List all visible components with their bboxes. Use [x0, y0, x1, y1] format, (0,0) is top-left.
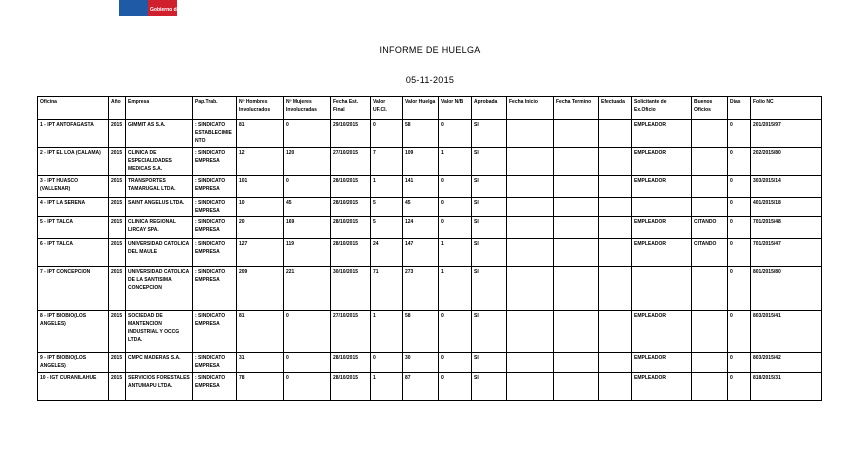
- table-cell: EMPLEADOR: [632, 176, 692, 198]
- table-row: [38, 239, 822, 267]
- table-cell: 30/10/2015: [331, 267, 371, 311]
- table-cell: 2015: [109, 353, 126, 373]
- table-cell: 803/2015/42: [751, 353, 822, 373]
- table-cell: 29/10/2015: [331, 120, 371, 148]
- table-cell: 27/10/2015: [331, 311, 371, 353]
- table-row: [38, 198, 822, 217]
- table-cell: EMPLEADOR: [632, 311, 692, 353]
- table-cell: 81: [237, 311, 284, 353]
- table-cell: 7 - IPT CONCEPCION: [38, 267, 109, 311]
- column-header: Valor UF.CI.: [371, 97, 403, 120]
- table-cell: [507, 217, 554, 239]
- column-header: Fecha Termino: [554, 97, 599, 120]
- table-cell: [554, 120, 599, 148]
- table-row: [38, 267, 822, 311]
- table-cell: [632, 198, 692, 217]
- table-row: [38, 176, 822, 198]
- table-cell: [692, 198, 728, 217]
- table-cell: 0: [284, 373, 331, 401]
- table-cell: [599, 176, 632, 198]
- table-cell: EMPLEADOR: [632, 120, 692, 148]
- table-cell: 58: [403, 120, 439, 148]
- table-cell: 0: [728, 120, 751, 148]
- table-cell: 0: [371, 353, 403, 373]
- table-cell: 28/10/2015: [331, 198, 371, 217]
- table-cell: 0: [439, 217, 472, 239]
- table-cell: [507, 198, 554, 217]
- logo-blue-block: [119, 0, 148, 16]
- table-cell: 1: [439, 148, 472, 176]
- table-cell: 1 - IPT ANTOFAGASTA: [38, 120, 109, 148]
- table-cell: 8 - IPT BIOBIO(LOS ANGELES): [38, 311, 109, 353]
- table-row: [38, 148, 822, 176]
- table-cell: SI: [472, 217, 507, 239]
- table-cell: [692, 353, 728, 373]
- table-cell: 401/2015/18: [751, 198, 822, 217]
- table-cell: [599, 198, 632, 217]
- table-cell: 0: [728, 373, 751, 401]
- table-cell: [554, 267, 599, 311]
- table-cell: SOCIEDAD DE MANTENCION INDUSTRIAL Y OCCG LTDA.: [126, 311, 193, 353]
- table-cell: 7: [371, 148, 403, 176]
- report-date: 05-11-2015: [405, 75, 455, 85]
- table-cell: 10: [237, 198, 284, 217]
- table-cell: 0: [728, 239, 751, 267]
- table-cell: SI: [472, 198, 507, 217]
- table-cell: : SINDICATO EMPRESA: [193, 239, 237, 267]
- table-cell: 0: [284, 120, 331, 148]
- table-cell: 0: [728, 311, 751, 353]
- table-cell: SI: [472, 267, 507, 311]
- table-cell: [507, 373, 554, 401]
- table-cell: 30: [403, 353, 439, 373]
- table-cell: : SINDICATO EMPRESA: [193, 373, 237, 401]
- table-cell: GIMMIT AS S.A.: [126, 120, 193, 148]
- table-cell: EMPLEADOR: [632, 353, 692, 373]
- table-cell: [692, 373, 728, 401]
- table-cell: 28/10/2015: [331, 239, 371, 267]
- table-cell: 303/2015/14: [751, 176, 822, 198]
- table-cell: 20: [237, 217, 284, 239]
- table-cell: 701/2015/48: [751, 217, 822, 239]
- table-cell: [554, 353, 599, 373]
- table-cell: UNIVERSIDAD CATOLICA DE LA SANTISIMA CONCEPCION: [126, 267, 193, 311]
- column-header: Solicitante de Ex.Oficio: [632, 97, 692, 120]
- table-cell: 28/10/2015: [331, 373, 371, 401]
- table-cell: : SINDICATO EMPRESA: [193, 267, 237, 311]
- table-cell: 2015: [109, 120, 126, 148]
- table-cell: [692, 120, 728, 148]
- table-cell: : SINDICATO ESTABLECIMIENTO: [193, 120, 237, 148]
- table-cell: 1: [371, 176, 403, 198]
- table-cell: 0: [371, 120, 403, 148]
- table-cell: 12: [237, 148, 284, 176]
- table-cell: [599, 267, 632, 311]
- table-cell: 0: [284, 176, 331, 198]
- table-cell: SI: [472, 176, 507, 198]
- table-cell: 119: [284, 239, 331, 267]
- table-cell: 1: [439, 239, 472, 267]
- table-cell: : SINDICATO EMPRESA: [193, 353, 237, 373]
- table-cell: 1: [371, 373, 403, 401]
- column-header: Folio NC: [751, 97, 822, 120]
- table-cell: 58: [403, 311, 439, 353]
- table-row: [38, 311, 822, 353]
- table-cell: 2015: [109, 217, 126, 239]
- table-cell: [507, 176, 554, 198]
- table-cell: 5: [371, 198, 403, 217]
- column-header: Empresa: [126, 97, 193, 120]
- table-cell: 273: [403, 267, 439, 311]
- table-cell: 0: [439, 353, 472, 373]
- report-title: INFORME DE HUELGA: [379, 45, 481, 55]
- table-cell: [507, 120, 554, 148]
- column-header: Valor Huelga: [403, 97, 439, 120]
- table-cell: SI: [472, 120, 507, 148]
- table-cell: 2015: [109, 373, 126, 401]
- table-cell: : SINDICATO EMPRESA: [193, 148, 237, 176]
- column-header: Nº Hombres Involucrados: [237, 97, 284, 120]
- table-cell: [554, 198, 599, 217]
- table-cell: : SINDICATO EMPRESA: [193, 217, 237, 239]
- column-header: Días: [728, 97, 751, 120]
- table-cell: 28/10/2015: [331, 176, 371, 198]
- table-cell: [599, 353, 632, 373]
- table-row: [38, 217, 822, 239]
- table-cell: CITANDO: [692, 217, 728, 239]
- table-cell: 818/2015/31: [751, 373, 822, 401]
- table-cell: SI: [472, 311, 507, 353]
- table-cell: 2015: [109, 148, 126, 176]
- table-cell: 141: [403, 176, 439, 198]
- table-cell: 2015: [109, 176, 126, 198]
- table-header-row: [38, 97, 822, 120]
- table-cell: 24: [371, 239, 403, 267]
- table-cell: 4 - IPT LA SERENA: [38, 198, 109, 217]
- table-cell: 45: [284, 198, 331, 217]
- table-cell: 2 - IPT EL LOA (CALAMA): [38, 148, 109, 176]
- table-cell: 0: [284, 353, 331, 373]
- table-cell: [507, 311, 554, 353]
- table-cell: 0: [439, 176, 472, 198]
- table-cell: [599, 239, 632, 267]
- table-cell: 0: [439, 311, 472, 353]
- table-cell: 801/2015/80: [751, 267, 822, 311]
- table-cell: 202/2015/80: [751, 148, 822, 176]
- column-header: Buenos Oficios: [692, 97, 728, 120]
- table-cell: [692, 176, 728, 198]
- table-cell: 201/2015/97: [751, 120, 822, 148]
- table-cell: [554, 148, 599, 176]
- table-cell: 0: [728, 353, 751, 373]
- table-cell: SI: [472, 148, 507, 176]
- table-cell: CLINICA DE ESPECIALIDADES MEDICAS S.A.: [126, 148, 193, 176]
- table-cell: 2015: [109, 311, 126, 353]
- table-cell: 5: [371, 217, 403, 239]
- table-cell: 3 - IPT HUASCO (VALLENAR): [38, 176, 109, 198]
- table-cell: 803/2015/41: [751, 311, 822, 353]
- table-cell: 45: [403, 198, 439, 217]
- table-cell: CMPC MADERAS S.A.: [126, 353, 193, 373]
- table-cell: [599, 120, 632, 148]
- table-cell: 0: [439, 373, 472, 401]
- table-cell: 0: [728, 176, 751, 198]
- table-cell: CITANDO: [692, 239, 728, 267]
- table-cell: 10 - IGT CURANILAHUE: [38, 373, 109, 401]
- table-cell: [554, 311, 599, 353]
- table-cell: 2015: [109, 239, 126, 267]
- table-cell: 701/2015/47: [751, 239, 822, 267]
- table-cell: [599, 311, 632, 353]
- table-cell: 1: [371, 311, 403, 353]
- table-cell: 101: [237, 176, 284, 198]
- table-cell: [692, 311, 728, 353]
- column-header: Valor N/B: [439, 97, 472, 120]
- table-cell: SERVICIOS FORESTALES ANTUMAPU LTDA.: [126, 373, 193, 401]
- column-header: Efectuada: [599, 97, 632, 120]
- table-cell: SI: [472, 373, 507, 401]
- table-cell: 120: [284, 148, 331, 176]
- table-cell: TRANSPORTES TAMARUGAL LTDA.: [126, 176, 193, 198]
- table-cell: : SINDICATO EMPRESA: [193, 176, 237, 198]
- table-cell: SI: [472, 353, 507, 373]
- table-cell: 209: [237, 267, 284, 311]
- table-cell: 127: [237, 239, 284, 267]
- table-cell: 109: [403, 148, 439, 176]
- table-cell: [507, 267, 554, 311]
- column-header: Oficina: [38, 97, 109, 120]
- table-cell: [554, 373, 599, 401]
- table-cell: UNIVERSIDAD CATOLICA DEL MAULE: [126, 239, 193, 267]
- table-cell: CLINICA REGIONAL LIRCAY SPA.: [126, 217, 193, 239]
- table-cell: 2015: [109, 267, 126, 311]
- table-cell: 221: [284, 267, 331, 311]
- table-cell: 28/10/2015: [331, 217, 371, 239]
- table-cell: [507, 239, 554, 267]
- table-cell: [554, 239, 599, 267]
- table-cell: 78: [237, 373, 284, 401]
- table-cell: 0: [728, 267, 751, 311]
- table-cell: [554, 176, 599, 198]
- table-cell: EMPLEADOR: [632, 148, 692, 176]
- table-cell: 147: [403, 239, 439, 267]
- table-cell: EMPLEADOR: [632, 239, 692, 267]
- table-cell: SI: [472, 239, 507, 267]
- table-cell: 169: [284, 217, 331, 239]
- table-cell: [599, 217, 632, 239]
- table-cell: 5 - IPT TALCA: [38, 217, 109, 239]
- column-header: Pap.Trab.: [193, 97, 237, 120]
- table-cell: 0: [439, 198, 472, 217]
- column-header: Nº Mujeres Involucradas: [284, 97, 331, 120]
- table-cell: [692, 267, 728, 311]
- table-cell: 81: [237, 120, 284, 148]
- table-cell: [507, 148, 554, 176]
- table-cell: [692, 148, 728, 176]
- table-cell: 28/10/2015: [331, 353, 371, 373]
- table-cell: 124: [403, 217, 439, 239]
- column-header: Año: [109, 97, 126, 120]
- table-cell: 27/10/2015: [331, 148, 371, 176]
- column-header: Fecha Est. Final: [331, 97, 371, 120]
- table-cell: EMPLEADOR: [632, 217, 692, 239]
- table-row: [38, 120, 822, 148]
- table-cell: : SINDICATO EMPRESA: [193, 311, 237, 353]
- table-cell: 0: [439, 120, 472, 148]
- table-body: [38, 120, 822, 401]
- table-cell: 0: [284, 311, 331, 353]
- table-cell: : SINDICATO EMPRESA: [193, 198, 237, 217]
- table-cell: 2015: [109, 198, 126, 217]
- table-row: [38, 353, 822, 373]
- table-cell: 87: [403, 373, 439, 401]
- strike-report-table: [37, 96, 822, 401]
- column-header: Fecha Inicio: [507, 97, 554, 120]
- table-cell: 31: [237, 353, 284, 373]
- table-cell: 6 - IPT TALCA: [38, 239, 109, 267]
- column-header: Aprobada: [472, 97, 507, 120]
- table-cell: [554, 217, 599, 239]
- table-cell: 0: [728, 217, 751, 239]
- logo-text: Gobierno de Chile: [150, 7, 194, 13]
- table-row: [38, 373, 822, 401]
- table-cell: 1: [439, 267, 472, 311]
- table-cell: [599, 373, 632, 401]
- table-cell: SAINT ANGELUS LTDA.: [126, 198, 193, 217]
- table-cell: EMPLEADOR: [632, 373, 692, 401]
- table-cell: [599, 148, 632, 176]
- table-cell: [507, 353, 554, 373]
- table-cell: 0: [728, 198, 751, 217]
- table-cell: 71: [371, 267, 403, 311]
- table-cell: [632, 267, 692, 311]
- table-cell: 0: [728, 148, 751, 176]
- table-cell: 9 - IPT BIOBIO(LOS ANGELES): [38, 353, 109, 373]
